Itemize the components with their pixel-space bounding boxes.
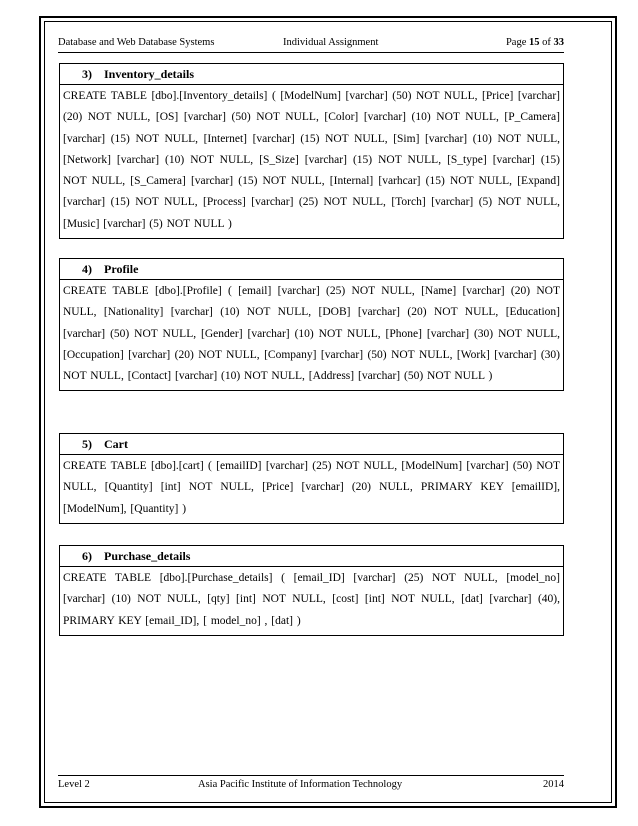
section-title-text: Purchase_details (104, 548, 191, 563)
page-header (58, 34, 564, 53)
section-title-text: Profile (104, 261, 139, 276)
header-page-number (506, 37, 564, 48)
section-number: 5) (82, 436, 92, 451)
page-total: 33 (553, 37, 564, 48)
section-title (60, 546, 563, 567)
header-assignment-type: Individual Assignment (283, 37, 379, 48)
page-footer (58, 775, 564, 794)
section-title (60, 434, 563, 455)
footer-level: Level 2 (58, 779, 90, 790)
page-of: of (539, 37, 554, 48)
section-profile (59, 258, 564, 391)
section-number: 3) (82, 66, 92, 81)
page-current: 15 (529, 37, 540, 48)
section-title (60, 64, 563, 85)
sql-create-statement: CREATE TABLE [dbo].[Profile] ( [email] [varchar] (25) NOT NULL, [Name] [varchar] (20) NOT NULL, [Nationality] [varchar] (10) NOT NULL, [DOB] [varchar] (20) NOT NULL, [Education] [varchar] (50) NOT NULL, [Gender] [varchar] (10) NOT NULL, [Phone] [varchar] (30) NOT NULL, [Occupation] [varchar] (20) NOT NULL, [Company] [varchar] (50) NOT NULL, [Work] [varchar] (30) NOT NULL, [Contact] [varchar] (10) NOT NULL, [Address] [varchar] (50) NOT NULL ) (63, 285, 560, 383)
section-inventory-details (59, 63, 564, 239)
header-course-title: Database and Web Database Systems (58, 37, 215, 48)
section-title-text: Inventory_details (104, 66, 194, 81)
section-number: 4) (82, 261, 92, 276)
sql-create-statement: CREATE TABLE [dbo].[Purchase_details] ( [email_ID] [varchar] (25) NOT NULL, [model_no] [varchar] (10) NOT NULL, [qty] [int] NOT NULL, [cost] [int] NOT NULL, [dat] [varchar] (40), PRIMARY KEY [email_ID], [ model_no] , [dat] ) (63, 572, 560, 627)
sql-create-statement: CREATE TABLE [dbo].[cart] ( [emailID] [varchar] (25) NOT NULL, [ModelNum] [varchar] (50) NOT NULL, [Quantity] [int] NOT NULL, [Price] [varchar] (20) NULL, PRIMARY KEY [emailID], [ModelNum], [Quantity] ) (63, 460, 560, 515)
section-purchase-details (59, 545, 564, 636)
section-title-text: Cart (104, 436, 128, 451)
section-title (60, 259, 563, 280)
footer-institute: Asia Pacific Institute of Information Technology (198, 779, 403, 790)
section-number: 6) (82, 548, 92, 563)
footer-year: 2014 (543, 779, 564, 790)
page-prefix: Page (505, 37, 529, 48)
sql-create-statement: CREATE TABLE [dbo].[Inventory_details] ( [ModelNum] [varchar] (50) NOT NULL, [Price] [varchar] (20) NOT NULL, [OS] [varchar] (50) NOT NULL, [Color] [varchar] (10) NOT NULL, [P_Camera] [varchar] (15) NOT NULL, [Internet] [varchar] (15) NOT NULL, [Sim] [varchar] (10) NOT NULL, [Network] [varchar] (10) NOT NULL, [S_Size] [varchar] (15) NOT NULL, [S_type] [varchar] (15) NOT NULL, [S_Camera] [varchar] (15) NOT NULL, [Internal] [varhcar] (15) NOT NULL, [Expand] [varchar] (15) NOT NULL, [Process] [varchar] (25) NOT NULL, [Torch] [varchar] (5) NOT NULL, [Music] [varchar] (5) NOT NULL ) (63, 90, 560, 230)
section-cart (59, 433, 564, 524)
